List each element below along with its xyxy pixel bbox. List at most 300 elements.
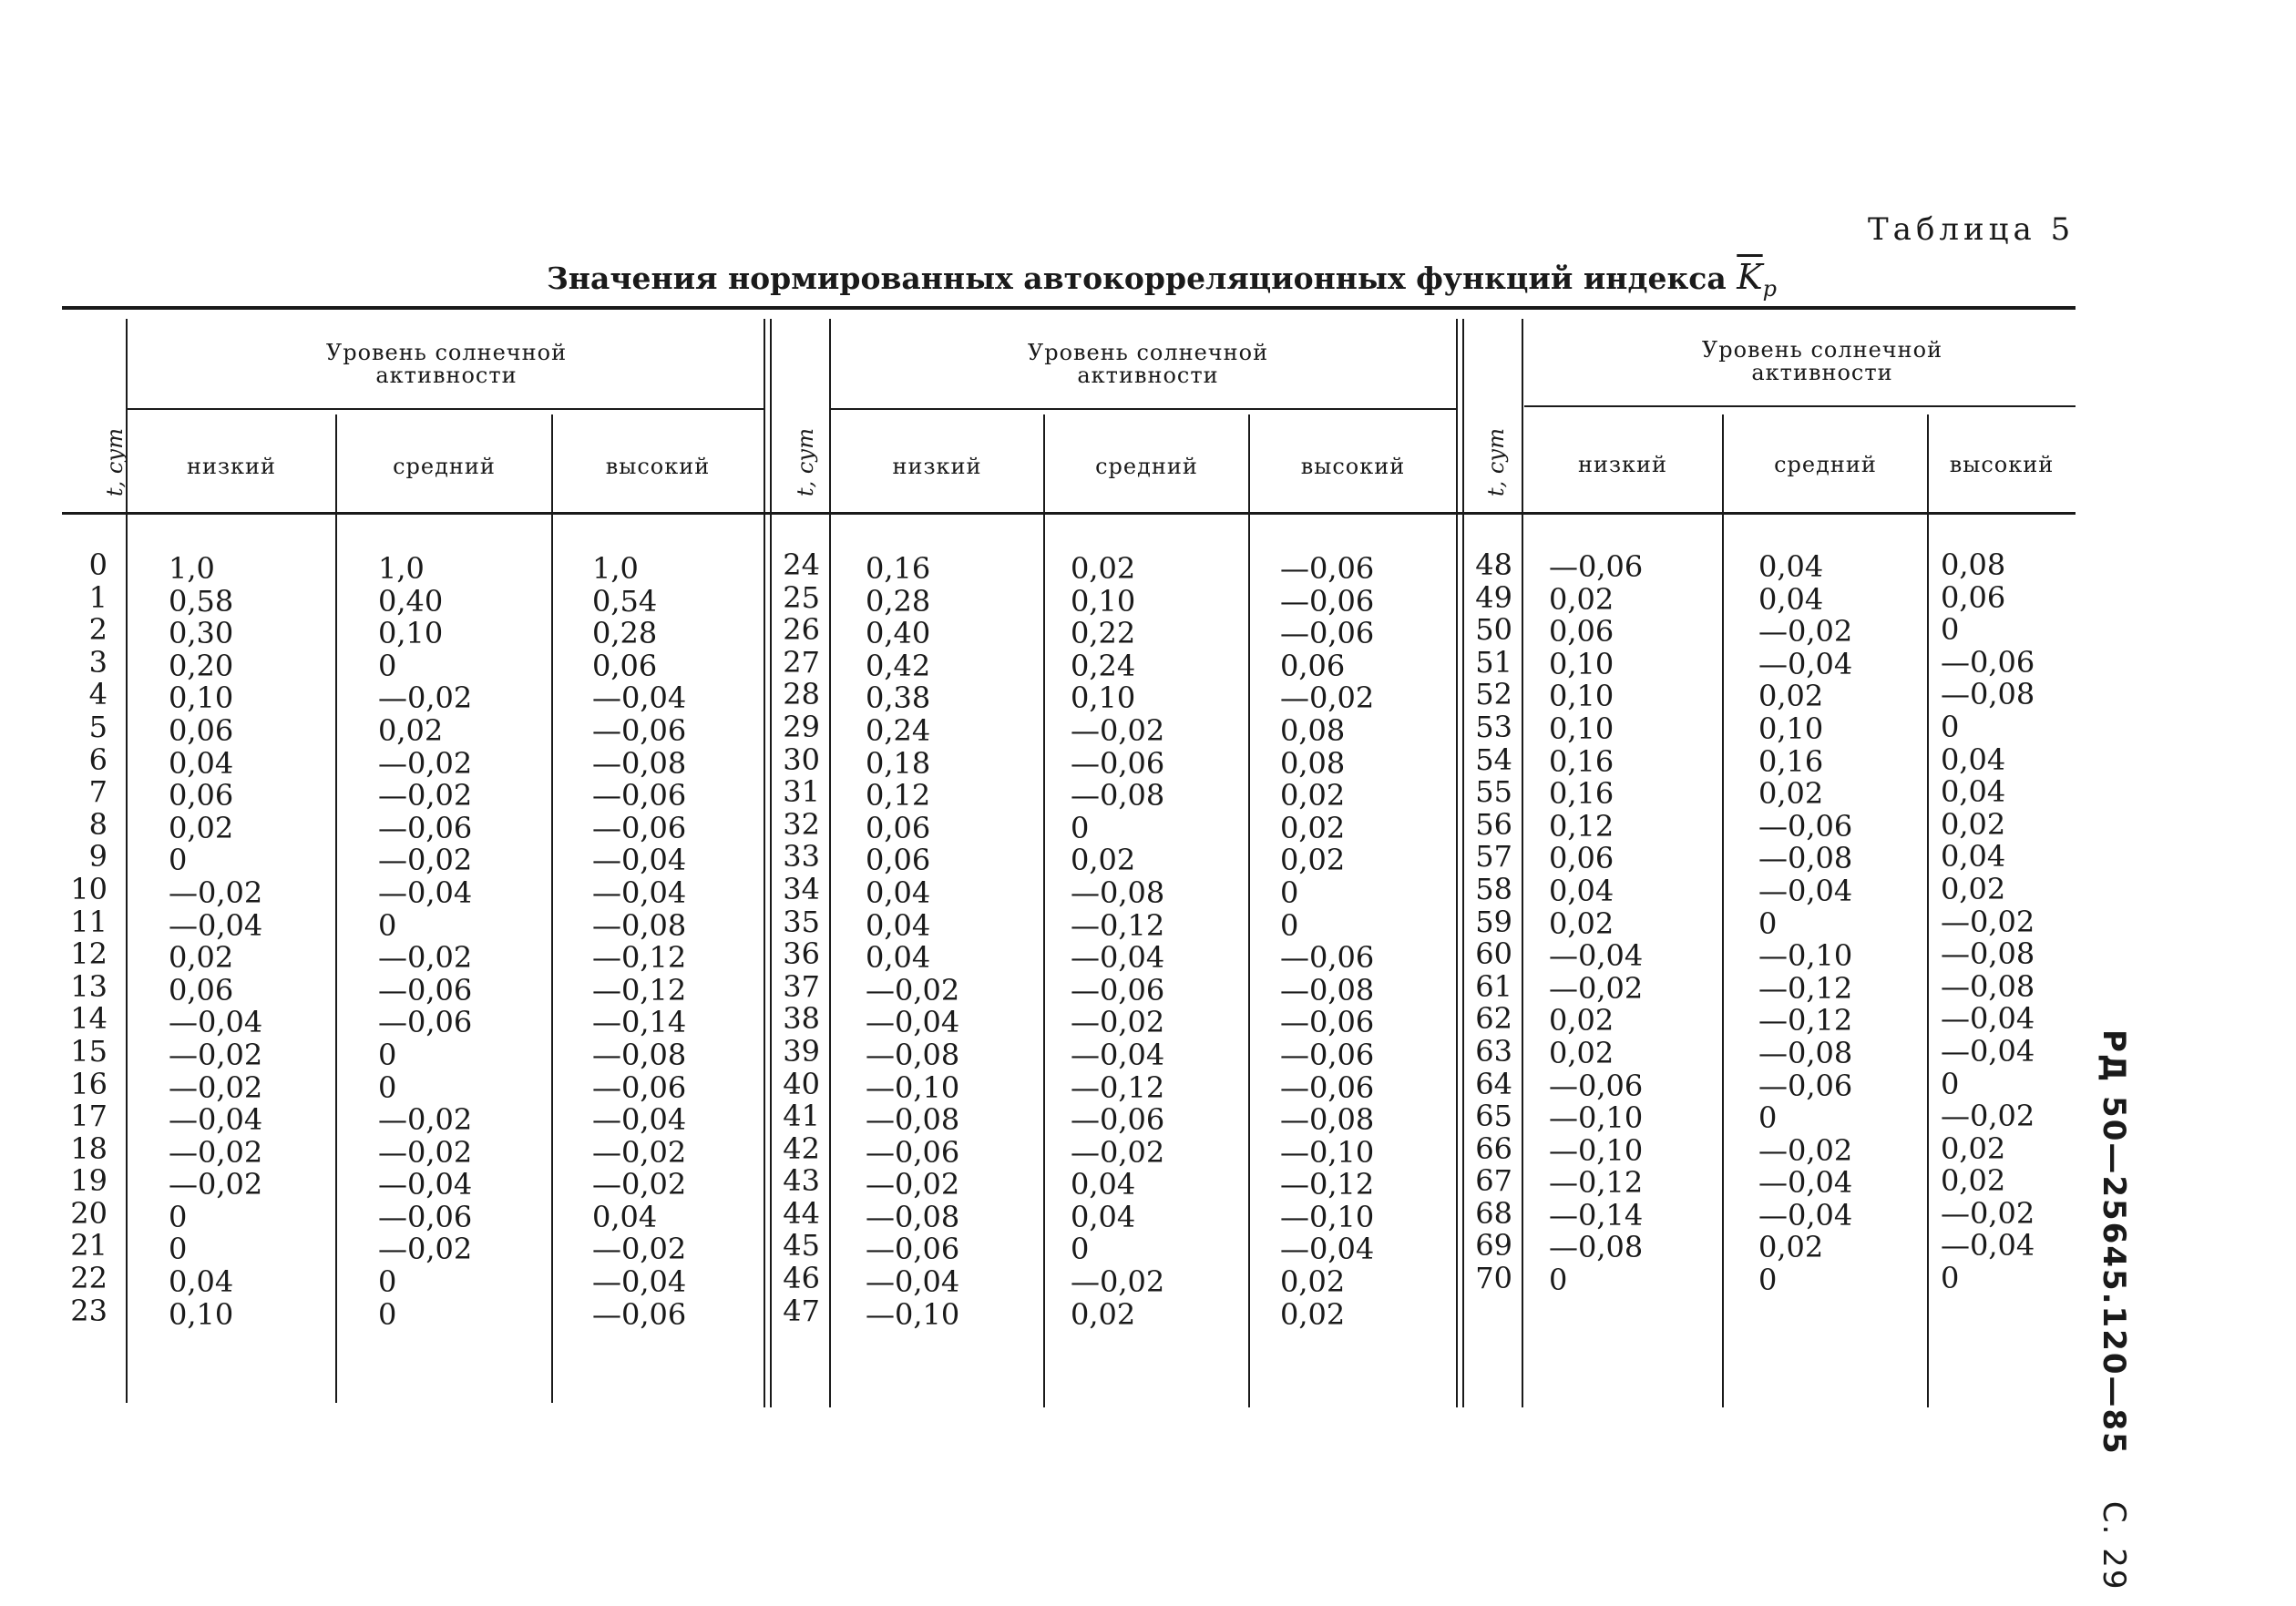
table-cell: 4 — [88, 677, 108, 712]
table-cell: —0,02 — [592, 1232, 687, 1267]
table-cell: —0,02 — [1758, 614, 1853, 650]
solar-activity-group-header: Уровень солнечной активности — [1701, 337, 1943, 385]
table-cell: —0,06 — [1280, 1069, 1375, 1105]
table-cell: 0,02 — [1941, 1163, 2006, 1199]
table-cell: 0,06 — [169, 778, 234, 813]
table-cell: 0,02 — [1280, 843, 1346, 878]
table-cell: 0,24 — [1071, 648, 1136, 683]
table-cell: 3 — [88, 644, 108, 680]
low-values — [169, 553, 262, 1331]
table-cell: 13 — [70, 968, 108, 1004]
divider — [1522, 319, 1523, 1407]
table-cell: —0,06 — [592, 1069, 687, 1105]
t-values — [55, 549, 108, 1327]
table-cell: —0,14 — [592, 1005, 687, 1040]
table-cell: —0,08 — [1071, 778, 1165, 813]
table-cell: 63 — [1475, 1033, 1512, 1069]
table-cell: —0,02 — [592, 1167, 687, 1202]
table-cell: 1,0 — [592, 551, 639, 586]
table-cell: 0,02 — [378, 712, 444, 748]
table-cell: 59 — [1475, 904, 1512, 939]
low-values — [866, 553, 959, 1331]
table-cell: —0,06 — [1758, 1068, 1853, 1103]
table-cell: 16 — [70, 1066, 108, 1101]
group-underline-2 — [829, 408, 1458, 410]
divider — [551, 414, 553, 1403]
table-cell: 35 — [783, 904, 820, 939]
low-column-header: низкий — [186, 454, 277, 479]
table-cell: —0,08 — [1071, 875, 1165, 910]
table-cell: 0,02 — [1280, 1296, 1346, 1332]
table-cell: —0,02 — [378, 778, 473, 813]
table-cell: 0 — [1071, 1232, 1090, 1267]
table-cell: 0,16 — [1549, 776, 1614, 812]
table-cell: —0,12 — [1758, 1003, 1853, 1038]
table-cell: —0,02 — [866, 972, 960, 1008]
table-cell: 0,02 — [1071, 843, 1136, 878]
low-values — [1549, 551, 1643, 1297]
title-text: Значения нормированных автокорреляционных функций индекса — [547, 261, 1727, 296]
table-cell: 0,02 — [1549, 1003, 1614, 1038]
table-cell: 0 — [378, 648, 397, 683]
table-cell: 40 — [783, 1066, 820, 1101]
table-cell: 38 — [783, 1001, 820, 1037]
table-cell: —0,04 — [169, 1005, 263, 1040]
table-cell: —0,12 — [1071, 907, 1165, 943]
document-code: РД 50—25645.120—85 — [2096, 1029, 2132, 1456]
table-cell: 58 — [1475, 871, 1512, 906]
table-cell: 45 — [783, 1228, 820, 1263]
table-cell: —0,06 — [1280, 551, 1375, 586]
table-cell: —0,08 — [1758, 841, 1853, 876]
table-cell: —0,02 — [169, 1167, 263, 1202]
table-cell: —0,04 — [1071, 1037, 1165, 1072]
table-cell: 0,04 — [169, 1264, 234, 1300]
table-cell: —0,02 — [378, 1102, 473, 1138]
table-cell: —0,10 — [1549, 1100, 1644, 1136]
table-cell: —0,12 — [1549, 1165, 1644, 1201]
table-cell: 0,10 — [1071, 680, 1136, 716]
table-cell: 34 — [783, 871, 820, 906]
table-cell: 23 — [70, 1293, 108, 1328]
table-cell: —0,02 — [1941, 1195, 2035, 1231]
table-cell: —0,08 — [866, 1037, 960, 1072]
table-cell: 0,38 — [866, 680, 931, 716]
table-cell: 44 — [783, 1195, 820, 1231]
table-cell: 0,04 — [1758, 581, 1824, 617]
table-cell: —0,08 — [592, 907, 687, 943]
table-cell: —0,02 — [1758, 1132, 1853, 1168]
table-cell: 6 — [88, 742, 108, 777]
table-cell: —0,02 — [378, 843, 473, 878]
table-cell: 0 — [378, 907, 397, 943]
table-cell: 0,04 — [169, 745, 234, 781]
table-cell: 0,42 — [866, 648, 931, 683]
table-cell: —0,08 — [592, 1037, 687, 1072]
divider — [1722, 414, 1724, 1407]
table-cell: 19 — [70, 1163, 108, 1199]
table-cell: —0,04 — [169, 907, 263, 943]
table-cell: 1,0 — [169, 551, 215, 586]
table-cell: 70 — [1475, 1261, 1512, 1296]
table-cell: 0 — [169, 1199, 188, 1234]
medium-values — [1758, 551, 1852, 1297]
table-cell: 39 — [783, 1033, 820, 1069]
table-cell: —0,02 — [378, 680, 473, 716]
divider — [335, 414, 337, 1403]
table-cell: —0,02 — [866, 1167, 960, 1202]
table-cell: 0 — [1280, 875, 1299, 910]
table-cell: 31 — [783, 774, 820, 810]
table-cell: 0,06 — [592, 648, 658, 683]
medium-column-header: средний — [1774, 452, 1877, 477]
table-cell: —0,04 — [1549, 938, 1644, 974]
high-column-header: высокий — [1949, 452, 2055, 477]
table-cell: 0,10 — [169, 1296, 234, 1332]
table-cell: 0 — [1280, 907, 1299, 943]
table-cell: 51 — [1475, 644, 1512, 680]
table-cell: 42 — [783, 1130, 820, 1166]
index-subscript: p — [1762, 276, 1778, 302]
high-values — [1941, 549, 2035, 1295]
table-cell: 0,28 — [592, 616, 658, 651]
table-cell: 17 — [70, 1099, 108, 1134]
table-cell: 0,16 — [1549, 743, 1614, 779]
table-cell: 22 — [70, 1261, 108, 1296]
table-cell: —0,02 — [1071, 712, 1165, 748]
table-cell: 0,02 — [1280, 778, 1346, 813]
table-cell: 41 — [783, 1099, 820, 1134]
table-cell: 0,10 — [1758, 711, 1824, 746]
table-cell: —0,06 — [866, 1134, 960, 1170]
table-cell: 1 — [88, 579, 108, 615]
table-cell: 0,10 — [169, 680, 234, 716]
table-cell: —0,04 — [378, 875, 473, 910]
table-cell: 0,04 — [592, 1199, 658, 1234]
table-cell: 0,04 — [1758, 549, 1824, 584]
table-cell: 0,02 — [1549, 1035, 1614, 1070]
table-cell: 28 — [783, 677, 820, 712]
table-cell: —0,06 — [1280, 1005, 1375, 1040]
table-cell: 0,40 — [866, 616, 931, 651]
table-cell: —0,02 — [1071, 1134, 1165, 1170]
table-cell: —0,06 — [1280, 616, 1375, 651]
table-cell: 54 — [1475, 742, 1512, 777]
table-cell: 0,16 — [1758, 743, 1824, 779]
table-cell: 0,08 — [1280, 745, 1346, 781]
table-cell: —0,10 — [1758, 938, 1853, 974]
table-cell: —0,02 — [378, 745, 473, 781]
table-cell: 65 — [1475, 1099, 1512, 1134]
table-cell: 47 — [783, 1293, 820, 1328]
table-cell: 0,04 — [1071, 1199, 1136, 1234]
table-cell: —0,06 — [1549, 1068, 1644, 1103]
table-cell: 0,04 — [1941, 839, 2006, 875]
table-cell: 0,06 — [169, 712, 234, 748]
table-cell: 0 — [1941, 612, 1960, 648]
table-cell: —0,06 — [592, 1296, 687, 1332]
table-cell: —0,06 — [1941, 644, 2035, 680]
table-cell: 0,02 — [1758, 1230, 1824, 1265]
table-cell: —0,04 — [169, 1102, 263, 1138]
table-cell: 55 — [1475, 774, 1512, 810]
table-cell: 46 — [783, 1261, 820, 1296]
table-cell: —0,04 — [1941, 1033, 2035, 1069]
table-cell: —0,02 — [378, 940, 473, 976]
table-cell: —0,02 — [378, 1134, 473, 1170]
medium-values — [1071, 553, 1164, 1331]
table-cell: 0,02 — [1280, 1264, 1346, 1300]
table-cell: 53 — [1475, 709, 1512, 744]
divider — [1927, 414, 1929, 1407]
table-cell: 0,02 — [1758, 679, 1824, 714]
table-cell: 0,08 — [1941, 547, 2006, 582]
table-cell: 69 — [1475, 1228, 1512, 1263]
table-cell: 0 — [1758, 1263, 1778, 1298]
table-cell: —0,12 — [592, 940, 687, 976]
table-cell: —0,06 — [592, 778, 687, 813]
table-cell: 21 — [70, 1228, 108, 1263]
table-cell: 0,06 — [169, 972, 234, 1008]
table-cell: 0 — [1941, 709, 1960, 744]
table-cell: 0,06 — [866, 843, 931, 878]
table-cell: —0,02 — [169, 1069, 263, 1105]
high-values — [1280, 553, 1374, 1331]
page-number: С. 29 — [2096, 1500, 2132, 1591]
table-cell: —0,06 — [378, 1005, 473, 1040]
table-cell: 0,28 — [866, 583, 931, 619]
table-cell: 0,04 — [1941, 742, 2006, 777]
table-cell: —0,10 — [866, 1296, 960, 1332]
table-cell: 11 — [70, 904, 108, 939]
table-cell: —0,12 — [1071, 1069, 1165, 1105]
table-cell: 1,0 — [378, 551, 425, 586]
table-cell: —0,04 — [1941, 1001, 2035, 1037]
table-cell: 8 — [88, 806, 108, 842]
table-cell: 56 — [1475, 806, 1512, 842]
t-values — [1467, 549, 1512, 1295]
table-cell: 33 — [783, 839, 820, 875]
table-cell: 0,22 — [1071, 616, 1136, 651]
table-cell: 0,10 — [1071, 583, 1136, 619]
table-cell: 57 — [1475, 839, 1512, 875]
table-cell: 52 — [1475, 677, 1512, 712]
table-cell: —0,02 — [169, 1037, 263, 1072]
table-cell: —0,02 — [1941, 904, 2035, 939]
table-cell: —0,06 — [592, 810, 687, 845]
medium-column-header: средний — [393, 454, 496, 479]
table-cell: 43 — [783, 1163, 820, 1199]
solar-activity-group-header: Уровень солнечной активности — [325, 340, 568, 388]
table-cell: —0,06 — [1280, 583, 1375, 619]
medium-column-header: средний — [1095, 454, 1198, 479]
table-cell: 0,10 — [378, 616, 444, 651]
table-cell: 0,30 — [169, 616, 234, 651]
table-cell: 0,20 — [169, 648, 234, 683]
table-cell: —0,08 — [1941, 936, 2035, 972]
table-cell: —0,10 — [1280, 1134, 1375, 1170]
table-cell: —0,04 — [592, 680, 687, 716]
table-title — [547, 257, 1777, 302]
table-cell: —0,04 — [378, 1167, 473, 1202]
table-cell: 12 — [70, 936, 108, 972]
table-cell: 14 — [70, 1001, 108, 1037]
table-cell: —0,08 — [1280, 1102, 1375, 1138]
table-cell: 0,40 — [378, 583, 444, 619]
table-cell: 0 — [1549, 1263, 1568, 1298]
table-cell: 0,02 — [1549, 905, 1614, 941]
table-cell: —0,06 — [1280, 1037, 1375, 1072]
table-cell: 68 — [1475, 1195, 1512, 1231]
table-cell: 0,04 — [1071, 1167, 1136, 1202]
table-cell: —0,02 — [169, 875, 263, 910]
table-cell: 36 — [783, 936, 820, 972]
table-cell: 0 — [378, 1296, 397, 1332]
table-cell: 61 — [1475, 968, 1512, 1004]
high-values — [592, 553, 686, 1331]
table-cell: 10 — [70, 871, 108, 906]
table-cell: 32 — [783, 806, 820, 842]
group-underline-1 — [128, 408, 765, 410]
top-rule — [62, 306, 2076, 310]
table-cell: —0,04 — [592, 875, 687, 910]
table-cell: —0,04 — [592, 843, 687, 878]
side-running-header — [2096, 1029, 2132, 1591]
table-cell: —0,04 — [866, 1005, 960, 1040]
table-cell: —0,08 — [866, 1199, 960, 1234]
table-cell: 0 — [169, 843, 188, 878]
divider — [1043, 414, 1045, 1407]
table-cell: 50 — [1475, 612, 1512, 648]
table-cell: 0,02 — [1941, 806, 2006, 842]
table-cell: 15 — [70, 1033, 108, 1069]
table-cell: 0,04 — [866, 907, 931, 943]
table-cell: 37 — [783, 968, 820, 1004]
table-cell: —0,06 — [378, 810, 473, 845]
table-cell: —0,04 — [866, 1264, 960, 1300]
table-cell: —0,04 — [592, 1102, 687, 1138]
solar-activity-group-header: Уровень солнечной активности — [1027, 340, 1269, 388]
t-column-header: t, сут — [1483, 427, 1509, 496]
table-cell: 0,08 — [1280, 712, 1346, 748]
table-cell: 0,04 — [1549, 873, 1614, 908]
table-cell: —0,08 — [1941, 968, 2035, 1004]
table-cell: 0 — [1758, 1100, 1778, 1136]
table-cell: —0,06 — [1071, 745, 1165, 781]
low-column-header: низкий — [892, 454, 982, 479]
table-cell: 0 — [378, 1037, 397, 1072]
group-underline-3 — [1524, 405, 2076, 407]
table-cell: —0,06 — [378, 1199, 473, 1234]
index-symbol: $\overline{K}$ — [1737, 257, 1763, 297]
table-cell: 0 — [1941, 1066, 1960, 1101]
table-cell: 0,16 — [866, 551, 931, 586]
table-cell: —0,04 — [1280, 1232, 1375, 1267]
table-cell: —0,02 — [1280, 680, 1375, 716]
t-column-header: t, сут — [793, 427, 818, 496]
table-cell: 0,06 — [1941, 579, 2006, 615]
table-cell: 9 — [88, 839, 108, 875]
table-cell: 0,02 — [1071, 1296, 1136, 1332]
divider — [829, 319, 831, 1407]
table-cell: 0 — [1941, 1261, 1960, 1296]
table-cell: —0,02 — [378, 1232, 473, 1267]
t-column-header: t, сут — [102, 427, 128, 496]
table-cell: 26 — [783, 612, 820, 648]
block-separator — [770, 319, 772, 1407]
table-cell: —0,04 — [1941, 1228, 2035, 1263]
table-cell: —0,02 — [1071, 1264, 1165, 1300]
table-cell: 0,06 — [1549, 614, 1614, 650]
table-cell: 0,02 — [169, 810, 234, 845]
table-cell: 64 — [1475, 1066, 1512, 1101]
table-cell: 0,12 — [1549, 808, 1614, 844]
table-cell: 0,02 — [1071, 551, 1136, 586]
table-cell: 0,10 — [1549, 711, 1614, 746]
table-cell: 0,02 — [1941, 1130, 2006, 1166]
table-cell: 0,54 — [592, 583, 658, 619]
table-cell: —0,12 — [1758, 970, 1853, 1006]
table-cell: —0,02 — [1071, 1005, 1165, 1040]
table-cell: —0,06 — [1071, 1102, 1165, 1138]
table-cell: —0,06 — [866, 1232, 960, 1267]
table-cell: —0,04 — [1758, 646, 1853, 681]
table-cell: —0,04 — [592, 1264, 687, 1300]
table-cell: —0,10 — [1280, 1199, 1375, 1234]
block-separator — [1456, 319, 1458, 1407]
table-cell: 20 — [70, 1195, 108, 1231]
table-cell: —0,08 — [1941, 677, 2035, 712]
low-column-header: низкий — [1577, 452, 1668, 477]
table-cell: 0 — [378, 1264, 397, 1300]
table-cell: 0,02 — [169, 940, 234, 976]
table-cell: —0,04 — [1071, 940, 1165, 976]
t-values — [774, 549, 820, 1327]
table-cell: 0,06 — [866, 810, 931, 845]
table-cell: 0,02 — [1758, 776, 1824, 812]
table-cell: 0,02 — [1549, 581, 1614, 617]
table-cell: 0,06 — [1549, 841, 1614, 876]
table-cell: —0,04 — [1758, 1165, 1853, 1201]
table-cell: 0,04 — [866, 875, 931, 910]
table-cell: 2 — [88, 612, 108, 648]
block-separator — [764, 319, 765, 1407]
table-cell: 62 — [1475, 1001, 1512, 1037]
table-cell: 0,04 — [1941, 774, 2006, 810]
table-number: Таблица 5 — [1868, 211, 2076, 248]
table-cell: 18 — [70, 1130, 108, 1166]
table-cell: —0,06 — [1280, 940, 1375, 976]
table-cell: —0,04 — [1758, 873, 1853, 908]
table-cell: 0,18 — [866, 745, 931, 781]
table-cell: 0,24 — [866, 712, 931, 748]
table-cell: 27 — [783, 644, 820, 680]
table-cell: 0 — [88, 547, 108, 582]
table-cell: 0,06 — [1280, 648, 1346, 683]
table-cell: —0,08 — [592, 745, 687, 781]
divider — [1248, 414, 1250, 1407]
table-cell: —0,10 — [1549, 1132, 1644, 1168]
header-bottom-rule — [62, 512, 2076, 515]
table-cell: 24 — [783, 547, 820, 582]
high-column-header: высокий — [1300, 454, 1406, 479]
table-cell: 0,58 — [169, 583, 234, 619]
table-cell: 0 — [169, 1232, 188, 1267]
table-cell: —0,12 — [1280, 1167, 1375, 1202]
table-cell: —0,06 — [1549, 549, 1644, 584]
table-cell: 0 — [1071, 810, 1090, 845]
table-cell: 0,10 — [1549, 679, 1614, 714]
